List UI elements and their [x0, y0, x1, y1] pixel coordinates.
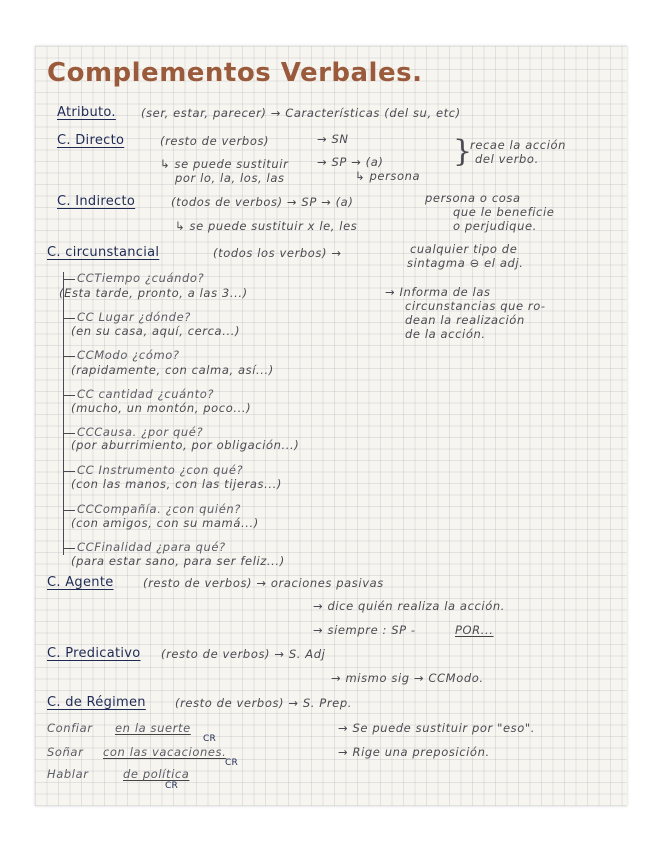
- circunstancial-info-4: de la acción.: [405, 327, 486, 341]
- agente-line-3: → siempre : SP -: [313, 623, 416, 637]
- indirecto-side-2: que le beneficie: [453, 205, 555, 219]
- cc-question: CC Instrumento ¿con qué?: [77, 463, 244, 477]
- directo-sp: → SP → (a): [317, 155, 384, 169]
- cc-example: (para estar sano, para ser feliz...): [71, 554, 285, 568]
- agente-heading: C. Agente: [47, 575, 114, 590]
- cc-question: CC cantidad ¿cuánto?: [77, 387, 215, 401]
- bracket-tick: [63, 548, 75, 549]
- cr-label: CR: [203, 734, 216, 744]
- bracket-tick: [63, 356, 75, 357]
- circunstancial-paren: (todos los verbos) →: [213, 246, 342, 260]
- directo-sn: → SN: [317, 132, 349, 146]
- regimen-rule-2: → Rige una preposición.: [338, 745, 490, 759]
- page-title: Complementos Verbales.: [47, 58, 423, 88]
- circunstancial-info-3: dean la realización: [405, 313, 525, 327]
- directo-paren: (resto de verbos): [160, 134, 270, 148]
- circunstancial-any-1: cualquier tipo de: [410, 242, 518, 256]
- predicativo-paren: (resto de verbos) → S. Adj: [161, 647, 326, 661]
- regimen-example-complement: con las vacaciones.: [103, 745, 227, 759]
- cc-example: (mucho, un montón, poco...): [71, 401, 252, 415]
- indirecto-side-3: o perjudique.: [453, 219, 537, 233]
- indirecto-heading: C. Indirecto: [57, 194, 136, 209]
- directo-brace: }: [453, 134, 473, 169]
- cc-example: (con amigos, con su mamá...): [71, 516, 259, 530]
- bracket-tick: [63, 395, 75, 396]
- circunstancial-info-2: circunstancias que ro-: [405, 299, 546, 313]
- bracket-tick: [63, 510, 75, 511]
- regimen-example-verb: Soñar: [47, 745, 84, 759]
- bracket-tick: [63, 279, 75, 280]
- atributo-heading: Atributo.: [57, 105, 116, 120]
- agente-por: POR...: [455, 623, 494, 637]
- cc-example: (Esta tarde, pronto, a las 3...): [59, 286, 248, 300]
- bracket-tick: [63, 433, 75, 434]
- cc-question: CCCompañía. ¿con quién?: [77, 502, 241, 516]
- agente-line-2: → dice quién realiza la acción.: [313, 599, 505, 613]
- cc-question: CCFinalidad ¿para qué?: [77, 540, 226, 554]
- notebook-page: [35, 46, 627, 806]
- directo-note-1: ↳ se puede sustituir: [160, 157, 289, 171]
- indirecto-side-1: persona o cosa: [425, 191, 521, 205]
- directo-persona: ↳ persona: [355, 169, 421, 183]
- bracket-tick: [63, 318, 75, 319]
- cc-question: CC Lugar ¿dónde?: [77, 310, 191, 324]
- cc-example: (con las manos, con las tijeras...): [71, 477, 282, 491]
- cc-question: CCModo ¿cómo?: [77, 348, 180, 362]
- cr-label: CR: [165, 781, 178, 791]
- cc-example: (rapidamente, con calma, así...): [71, 363, 274, 377]
- circunstancial-any-2: sintagma ⊖ el adj.: [407, 256, 524, 270]
- directo-heading: C. Directo: [57, 133, 125, 148]
- circunstancial-bracket: [63, 272, 64, 555]
- regimen-example-verb: Hablar: [47, 767, 89, 781]
- regimen-example-complement: en la suerte: [115, 721, 191, 735]
- bracket-tick: [63, 471, 75, 472]
- cc-example: (en su casa, aquí, cerca...): [71, 324, 241, 338]
- circunstancial-info-1: → Informa de las: [385, 285, 491, 299]
- directo-side-1: recae la acción: [470, 138, 567, 152]
- regimen-rule-1: → Se puede sustituir por "eso".: [338, 721, 536, 735]
- directo-side-2: del verbo.: [475, 152, 539, 166]
- regimen-example-complement: de política: [123, 767, 190, 781]
- regimen-example-verb: Confiar: [47, 721, 93, 735]
- agente-paren: (resto de verbos) → oraciones pasivas: [143, 576, 384, 590]
- predicativo-heading: C. Predicativo: [47, 646, 141, 661]
- cc-question: CCTiempo ¿cuándo?: [77, 271, 205, 285]
- cc-example: (por aburrimiento, por obligación...): [71, 438, 300, 452]
- regimen-heading: C. de Régimen: [47, 695, 146, 710]
- regimen-paren: (resto de verbos) → S. Prep.: [175, 696, 352, 710]
- cr-label: CR: [225, 758, 238, 768]
- directo-note-2: por lo, la, los, las: [175, 171, 285, 185]
- atributo-text: (ser, estar, parecer) → Características (del su, etc): [141, 106, 461, 120]
- indirecto-note: ↳ se puede sustituir x le, les: [175, 219, 358, 233]
- circunstancial-heading: C. circunstancial: [47, 245, 160, 260]
- predicativo-line-2: → mismo sig → CCModo.: [331, 671, 484, 685]
- indirecto-paren: (todos de verbos) → SP → (a): [171, 195, 354, 209]
- cc-question: CCCausa. ¿por qué?: [77, 425, 204, 439]
